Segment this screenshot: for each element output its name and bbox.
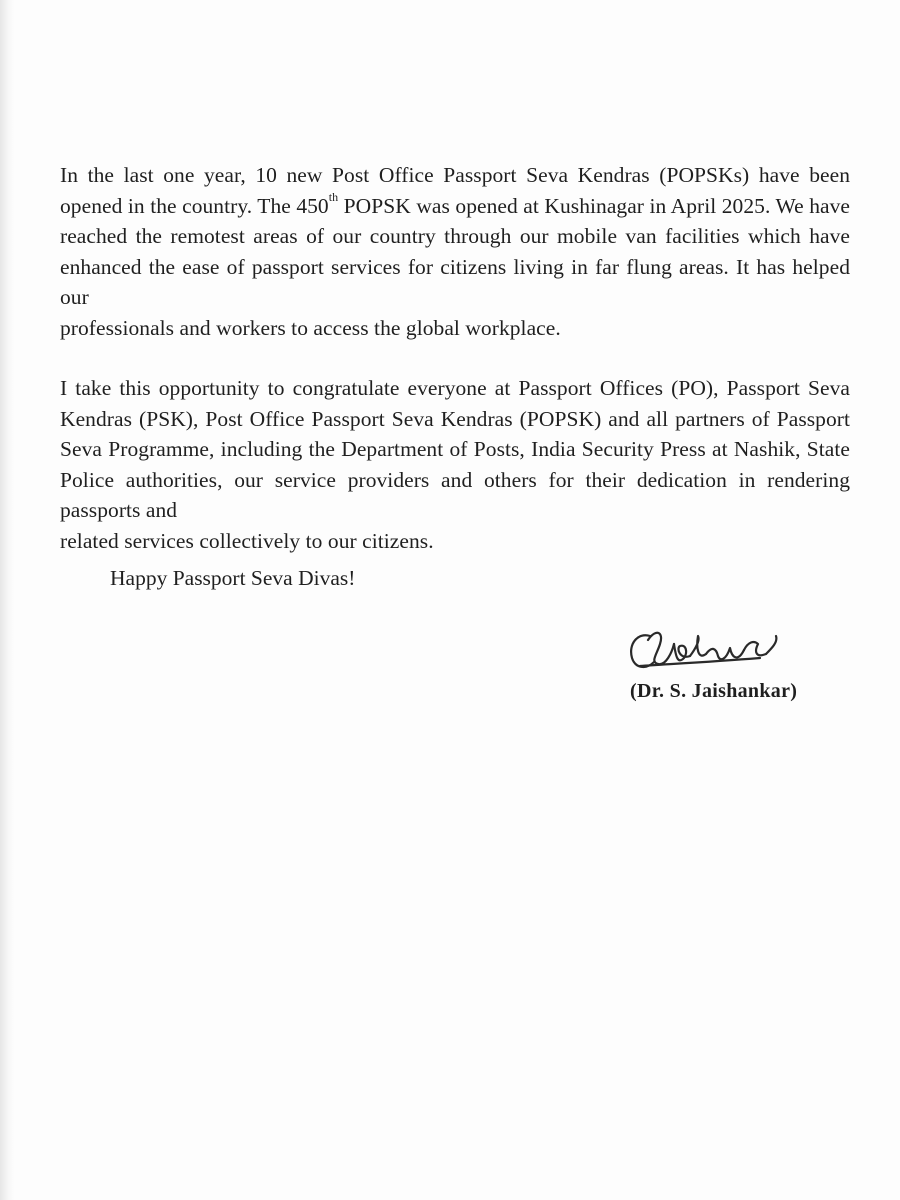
signatory-name: (Dr. S. Jaishankar) [630, 680, 798, 702]
letter-body [60, 160, 850, 586]
ordinal-suffix: th [328, 190, 339, 205]
paragraph-congratulations-last-line: related services collectively to our citizens. [60, 528, 434, 553]
paragraph-popsk-part-b: POPSK was opened at Kushinagar in April 2025. We have reached the remotest areas of our country through our mobile van facilities which have enhanced the ease of passport services for citizens living in far flung areas. It has helped our [60, 193, 850, 309]
paragraph-popsk-last-line: professionals and workers to access the global workplace. [60, 315, 561, 340]
signature-block [610, 618, 850, 718]
scan-edge-shadow [0, 0, 14, 1200]
closing-greeting: Happy Passport Seva Divas! [110, 566, 356, 590]
paragraph-congratulations-text: I take this opportunity to congratulate everyone at Passport Offices (PO), Passport Seva Kendras (PSK), Post Office Passport Seva Kendras (POPSK) and all partners of Passport Seva Programme, including the Department of Posts, India Security Press at Nashik, State Police authorities, our service providers and others for their dedication in rendering passports and [60, 376, 850, 522]
paragraph-popsk [60, 160, 850, 343]
paragraph-congratulations [60, 373, 850, 556]
paragraph-popsk-part-a: In the last one year, 10 new Post Office Passport Seva Kendras (POPSKs) have been opened in the country. The 450 [60, 163, 850, 218]
